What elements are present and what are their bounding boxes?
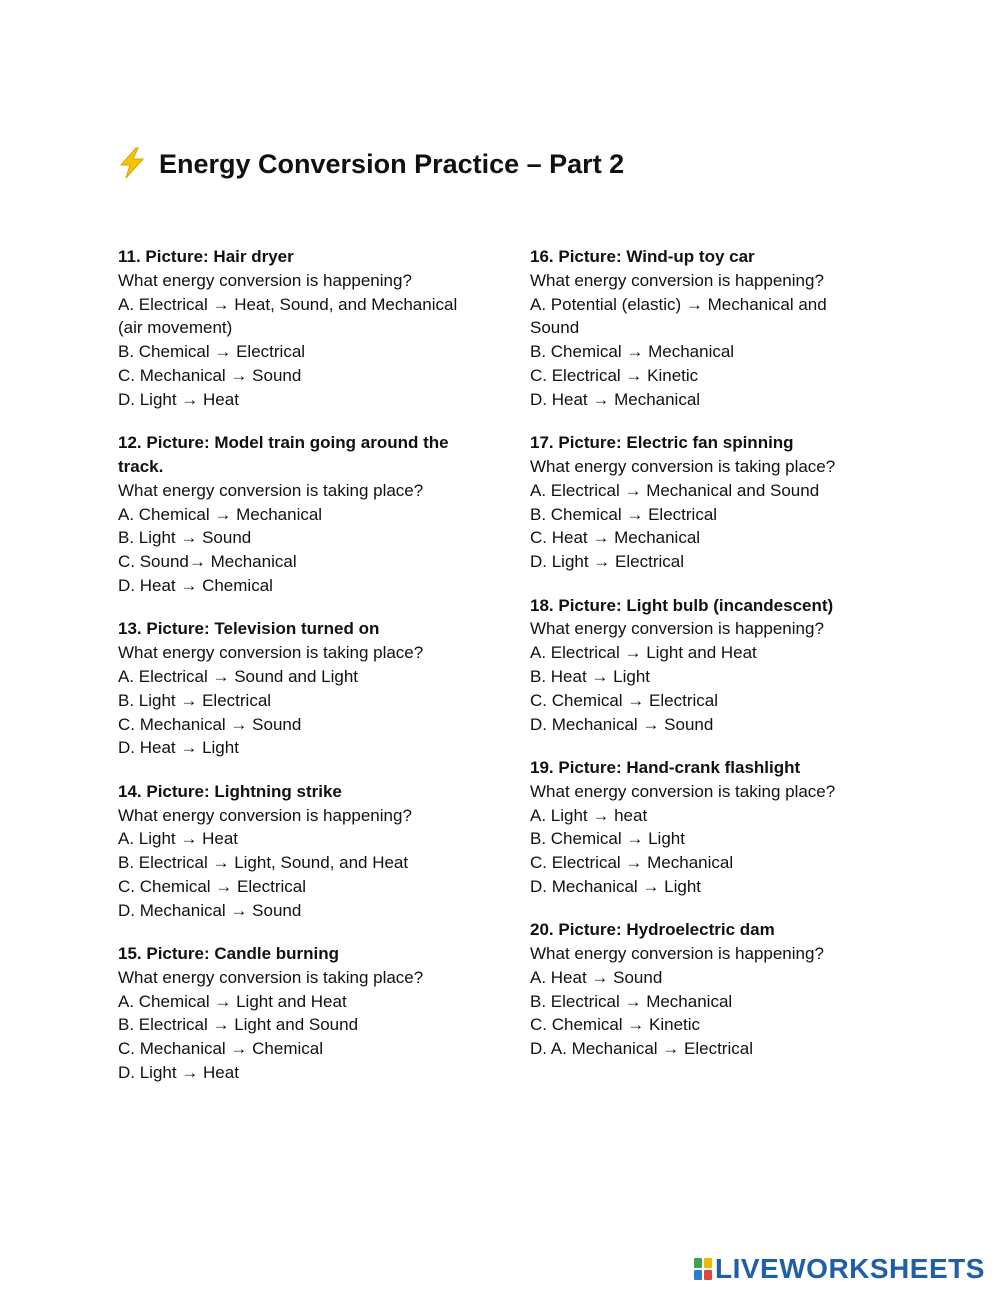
question-prompt: What energy conversion is happening? [118, 805, 412, 825]
answer-option-c: C. Mechanical → Sound [118, 365, 302, 385]
answer-option-a: A. Potential (elastic) → Mechanical and Sound [530, 294, 827, 338]
answer-option-d: D. Mechanical → Light [530, 876, 702, 896]
answer-option-a: A. Electrical → Heat, Sound, and Mechanical (air movement) [118, 294, 458, 338]
question-title: 12. Picture: Model train going around the track. [118, 433, 449, 476]
answer-option-b: B. Electrical → Light and Sound [118, 1015, 359, 1035]
question-17 [530, 431, 860, 574]
page-title-text: Energy Conversion Practice – Part 2 [159, 149, 625, 179]
question-prompt: What energy conversion is happening? [118, 270, 412, 290]
question-prompt: What energy conversion is taking place? [118, 480, 424, 500]
answer-option-b: B. Chemical → Electrical [118, 342, 306, 362]
question-title: 11. Picture: Hair dryer [118, 247, 294, 266]
answer-option-c: C. Chemical → Electrical [118, 876, 306, 896]
question-title: 20. Picture: Hydroelectric dam [530, 920, 775, 940]
question-prompt: What energy conversion is taking place? [118, 643, 424, 663]
answer-option-b: B. Light → Electrical [118, 690, 272, 710]
answer-option-c: C. Mechanical → Sound [118, 714, 302, 734]
question-11 [118, 245, 478, 412]
question-title: 13. Picture: Television turned on [118, 619, 380, 639]
answer-option-d: D. Heat → Mechanical [530, 389, 701, 409]
questions-right-column [530, 245, 860, 1081]
liveworksheets-brand [693, 1253, 985, 1284]
answer-option-a: A. Heat → Sound [530, 967, 663, 987]
page-title [117, 146, 624, 182]
answer-option-a: A. Chemical → Mechanical [118, 504, 323, 524]
answer-option-a: A. Electrical → Light and Heat [530, 643, 757, 663]
answer-option-c: C. Chemical → Kinetic [530, 1015, 701, 1035]
answer-option-b: B. Chemical → Mechanical [530, 342, 735, 362]
answer-option-a: A. Electrical → Sound and Light [118, 666, 359, 686]
question-prompt: What energy conversion is happening? [530, 270, 824, 290]
answer-option-d: D. Light → Electrical [530, 552, 684, 572]
answer-option-a: A. Chemical → Light and Heat [118, 991, 347, 1011]
answer-option-d: D. Light → Heat [118, 389, 239, 409]
answer-option-c: C. Sound→ Mechanical [118, 552, 297, 572]
answer-option-c: C. Heat → Mechanical [530, 528, 701, 548]
answer-option-b: B. Heat → Light [530, 666, 651, 686]
question-title: 16. Picture: Wind-up toy car [530, 247, 755, 266]
question-18 [530, 594, 860, 737]
brand-text: LIVEWORKSHEETS [715, 1253, 985, 1284]
question-prompt: What energy conversion is happening? [530, 619, 824, 639]
answer-option-d: D. A. Mechanical → Electrical [530, 1039, 753, 1059]
question-title: 15. Picture: Candle burning [118, 944, 340, 964]
answer-option-c: C. Chemical → Electrical [530, 690, 718, 710]
answer-option-a: A. Light → heat [530, 805, 648, 825]
question-12 [118, 431, 478, 598]
answer-option-c: C. Mechanical → Chemical [118, 1039, 324, 1059]
answer-option-c: C. Electrical → Mechanical [530, 853, 734, 873]
answer-option-d: D. Mechanical → Sound [118, 900, 302, 920]
answer-option-a: A. Light → Heat [118, 829, 239, 849]
question-19 [530, 756, 860, 899]
question-title: 17. Picture: Electric fan spinning [530, 433, 794, 453]
question-14 [118, 780, 478, 923]
answer-option-c: C. Electrical → Kinetic [530, 365, 699, 385]
answer-option-b: B. Electrical → Light, Sound, and Heat [118, 853, 409, 873]
liveworksheets-logo-icon [693, 1257, 713, 1281]
question-20 [530, 918, 860, 1061]
answer-option-d: D. Heat → Chemical [118, 575, 273, 595]
lightning-bolt-icon [117, 147, 147, 179]
question-title: 19. Picture: Hand-crank flashlight [530, 757, 801, 777]
question-title: 18. Picture: Light bulb (incandescent) [530, 595, 834, 615]
question-prompt: What energy conversion is taking place? [530, 456, 836, 476]
answer-option-b: B. Electrical → Mechanical [530, 991, 733, 1011]
answer-option-d: D. Heat → Light [118, 738, 239, 758]
answer-option-b: B. Chemical → Electrical [530, 504, 718, 524]
question-prompt: What energy conversion is happening? [530, 944, 824, 964]
answer-option-d: D. Mechanical → Sound [530, 714, 714, 734]
question-title: 14. Picture: Lightning strike [118, 781, 342, 801]
questions-left-column [118, 245, 478, 1104]
question-prompt: What energy conversion is taking place? [530, 781, 836, 801]
answer-option-d: D. Light → Heat [118, 1063, 239, 1083]
answer-option-b: B. Chemical → Light [530, 829, 685, 849]
answer-option-b: B. Light → Sound [118, 528, 252, 548]
question-prompt: What energy conversion is taking place? [118, 967, 424, 987]
question-16 [530, 245, 860, 412]
answer-option-a: A. Electrical → Mechanical and Sound [530, 480, 820, 500]
question-13 [118, 617, 478, 760]
question-15 [118, 942, 478, 1085]
